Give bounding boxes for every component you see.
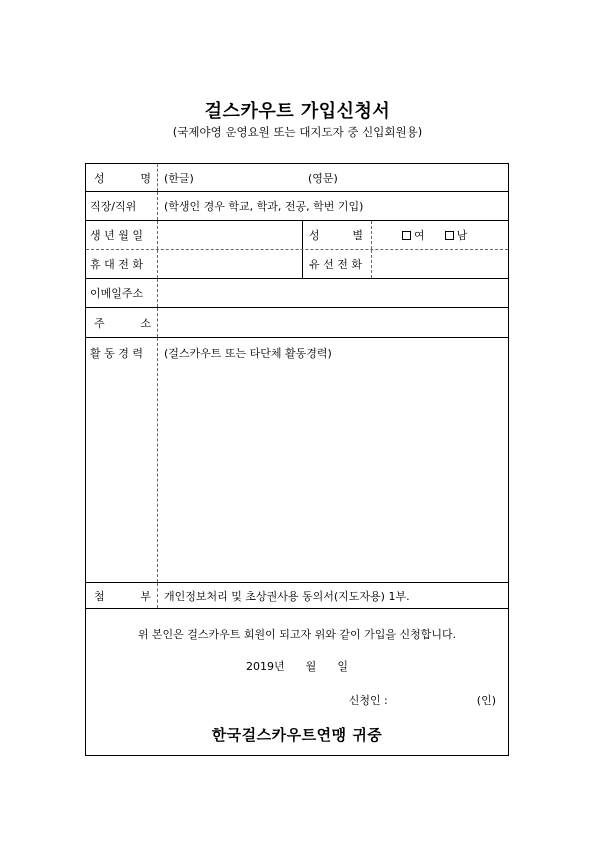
male-box-icon <box>445 231 454 240</box>
name-value[interactable] <box>158 164 508 191</box>
applicant-seal: (인) <box>476 694 496 707</box>
form-title: 걸스카우트 가입신청서 <box>204 101 391 122</box>
row-birth <box>86 221 508 250</box>
row-job <box>86 192 508 221</box>
attachment-label-a: 첨 <box>94 589 105 603</box>
application-date <box>86 658 508 674</box>
landline-label: 유 선 전 화 <box>302 250 372 278</box>
mobile-value[interactable] <box>158 250 302 278</box>
birth-value[interactable] <box>158 221 302 249</box>
row-phone <box>86 250 508 279</box>
attachment-label <box>86 583 158 608</box>
gender-label <box>302 221 372 249</box>
date-day: 일 <box>337 660 348 673</box>
row-email <box>86 279 508 308</box>
mobile-label: 휴 대 전 화 <box>86 250 158 278</box>
female-label: 여 <box>414 229 425 242</box>
row-name <box>86 164 508 192</box>
job-hint: (학생인 경우 학교, 학과, 전공, 학번 기입) <box>164 200 364 213</box>
application-statement: 위 본인은 걸스카우트 회원이 되고자 위와 같이 가입을 신청합니다. <box>137 628 457 641</box>
email-label: 이메일주소 <box>86 279 158 307</box>
name-label-b: 명 <box>140 171 151 185</box>
name-korean-hint: (한글) <box>164 171 194 185</box>
career-hint: (걸스카우트 또는 타단체 활동경력) <box>164 347 332 360</box>
landline-value[interactable] <box>372 250 508 278</box>
career-value[interactable] <box>158 338 508 582</box>
gender-label-b: 별 <box>352 229 363 242</box>
job-value[interactable] <box>158 192 508 220</box>
female-checkbox[interactable] <box>402 227 425 243</box>
attachment-value: 개인정보처리 및 초상권사용 동의서(지도자용) 1부. <box>164 589 410 603</box>
birth-label: 생 년 월 일 <box>86 221 158 249</box>
form-subtitle: (국제야영 운영요원 또는 대지도자 중 신입회원용) <box>172 125 423 139</box>
attachment-label-b: 부 <box>140 589 151 603</box>
date-month: 월 <box>305 660 317 673</box>
job-label: 직장/직위 <box>86 192 158 220</box>
name-label <box>86 164 158 191</box>
applicant-line <box>349 692 496 708</box>
male-label: 남 <box>456 229 468 242</box>
row-career <box>86 338 508 583</box>
gender-label-a: 성 <box>309 229 320 242</box>
row-address <box>86 308 508 338</box>
address-label <box>86 308 158 337</box>
female-box-icon <box>402 231 411 240</box>
application-form <box>85 163 509 756</box>
address-label-a: 주 <box>94 316 105 330</box>
name-label-a: 성 <box>94 171 105 185</box>
male-checkbox[interactable] <box>445 227 468 243</box>
applicant-label: 신청인 : <box>348 694 388 707</box>
email-value[interactable] <box>158 279 508 307</box>
address-value[interactable] <box>158 308 508 337</box>
organization-name: 한국걸스카우트연맹 귀중 <box>211 726 383 744</box>
name-english-hint: (영문) <box>308 171 338 185</box>
row-attachment <box>86 583 508 609</box>
address-label-b: 소 <box>140 316 151 330</box>
date-year: 2019년 <box>246 660 285 673</box>
gender-options <box>372 221 508 249</box>
career-label: 활 동 경 력 <box>86 338 158 582</box>
